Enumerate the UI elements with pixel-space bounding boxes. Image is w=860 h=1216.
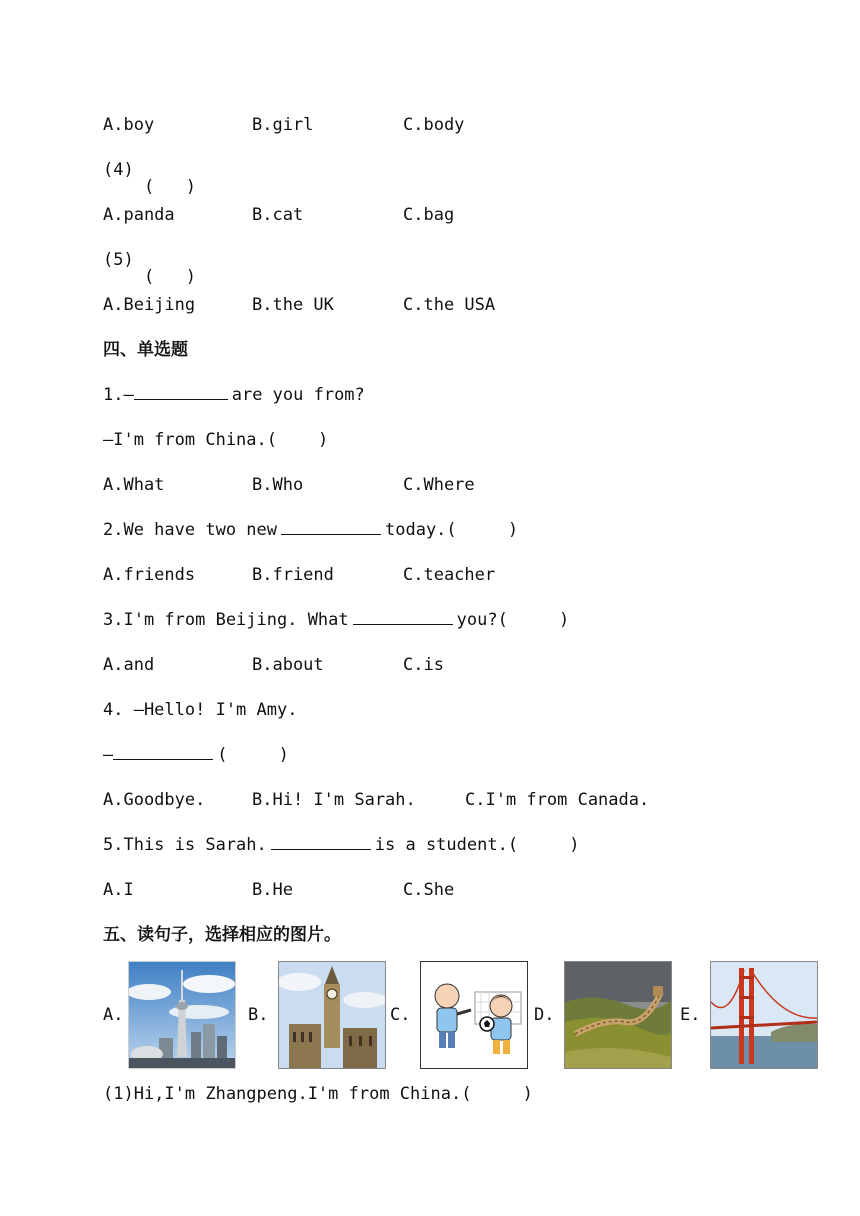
option-c: C.bag <box>403 205 455 225</box>
s5-question-1: (1)Hi,I'm Zhangpeng.I'm from China.( ) <box>103 1084 533 1104</box>
option-c: C.body <box>403 115 465 135</box>
option-c: C.is <box>403 655 444 675</box>
option-c: C.the USA <box>403 295 496 315</box>
s4-question-2: 2.We have two new today.( ) <box>103 520 519 540</box>
option-b: B.friend <box>252 565 334 585</box>
s4-question-3: 3.I'm from Beijing. What you?( ) <box>103 610 570 630</box>
picture-letter-b: B. <box>248 1005 269 1025</box>
option-c: C.teacher <box>403 565 496 585</box>
answer-blank[interactable] <box>353 608 453 625</box>
s4-question-4-reply: — ( ) <box>103 745 289 765</box>
great-wall-icon <box>564 961 672 1069</box>
option-c: C.She <box>403 880 455 900</box>
option-b: B.about <box>252 655 324 675</box>
option-b: B.Who <box>252 475 304 495</box>
option-a: A.Beijing <box>103 295 196 315</box>
option-b: B.the UK <box>252 295 334 315</box>
kids-football-icon <box>420 961 528 1069</box>
s4-question-5: 5.This is Sarah. is a student.( ) <box>103 835 580 855</box>
golden-gate-icon <box>710 961 818 1069</box>
option-a: A.Goodbye. <box>103 790 206 810</box>
picture-letter-a: A. <box>103 1005 124 1025</box>
option-c: C.Where <box>403 475 475 495</box>
picture-letter-e: E. <box>680 1005 701 1025</box>
picture-letter-c: C. <box>390 1005 411 1025</box>
section-4-title: 四、单选题 <box>103 340 188 360</box>
option-b: B.cat <box>252 205 304 225</box>
option-b: B.girl <box>252 115 314 135</box>
big-ben-icon <box>278 961 386 1069</box>
question-5-label: (5) <box>103 250 134 270</box>
cn-tower-icon <box>128 961 236 1069</box>
option-a: A.I <box>103 880 134 900</box>
answer-blank[interactable] <box>281 518 381 535</box>
option-a: A.What <box>103 475 165 495</box>
option-a: A.panda <box>103 205 175 225</box>
option-b: B.Hi! I'm Sarah. <box>252 790 416 810</box>
option-a: A.and <box>103 655 155 675</box>
question-4-label: (4) <box>103 160 134 180</box>
option-b: B.He <box>252 880 293 900</box>
section-5-title: 五、读句子，选择相应的图片。 <box>103 925 341 945</box>
s4-question-1-reply: —I'm from China.( ) <box>103 430 329 450</box>
option-a: A.friends <box>103 565 196 585</box>
answer-blank[interactable] <box>134 383 228 400</box>
picture-letter-d: D. <box>534 1005 555 1025</box>
option-c: C.I'm from Canada. <box>465 790 650 810</box>
s4-question-4: 4. —Hello! I'm Amy. <box>103 700 298 720</box>
option-a: A.boy <box>103 115 155 135</box>
answer-blank[interactable] <box>113 743 213 760</box>
s4-question-1: 1.— are you from? <box>103 385 365 405</box>
answer-blank[interactable] <box>271 833 371 850</box>
